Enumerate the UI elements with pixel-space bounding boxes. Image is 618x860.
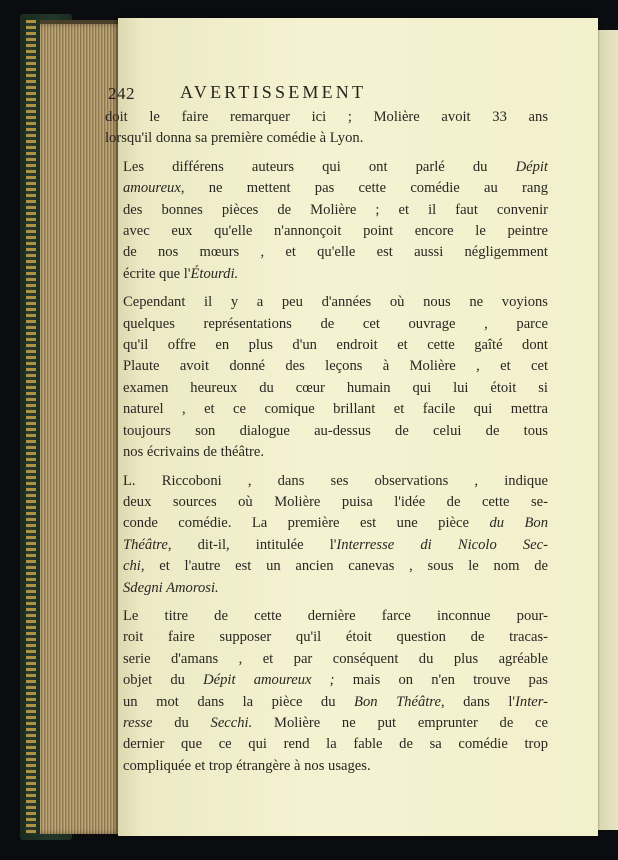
italic-text: amoureux — [123, 180, 181, 197]
text-line — [105, 399, 548, 420]
body-text — [105, 107, 548, 777]
text-line — [105, 734, 548, 755]
italic-text: Dépit — [515, 158, 548, 175]
text-line — [105, 606, 548, 627]
text-line — [105, 471, 548, 492]
text-line — [105, 421, 548, 442]
text-segment: objet du — [123, 672, 204, 689]
text-line — [105, 492, 548, 513]
text-segment: Le titre de cette dernière farce inconnue pour- — [123, 607, 548, 624]
text-segment: nos écrivains de théâtre. — [123, 444, 265, 461]
text-segment: écrite que l' — [123, 265, 191, 282]
page-number: 242 — [108, 84, 135, 103]
text-line — [105, 221, 548, 242]
text-segment: qu'il offre en plus d'un endroit et cette gaîté dont — [123, 337, 548, 354]
text-line — [105, 157, 548, 178]
italic-text: Dépit amoureux ; — [203, 672, 335, 689]
italic-text: Secchi. — [210, 714, 253, 731]
text-line — [105, 578, 548, 599]
text-segment: doit le faire remarquer ici ; Molière avoit 33 ans — [105, 109, 548, 125]
running-title: AVERTISSEMENT — [180, 82, 367, 102]
text-line — [105, 128, 548, 149]
text-segment: quelques représentations de cet ouvrage , parce — [123, 315, 548, 332]
text-segment: du — [152, 714, 211, 731]
text-line — [105, 442, 548, 463]
text-line — [105, 692, 548, 713]
text-segment: compliquée et trop étrangère à nos usages. — [123, 757, 371, 774]
text-segment: naturel , et ce comique brillant et facile qui mettra — [123, 401, 548, 418]
page-header — [108, 84, 478, 106]
text-line — [105, 378, 548, 399]
italic-text: Bon Théâtre — [354, 693, 441, 710]
text-segment: , dans l' — [440, 693, 516, 710]
text-segment: L. Riccoboni , dans ses observations , indique — [123, 472, 548, 489]
text-line — [105, 756, 548, 777]
text-segment: , et l'autre est un ancien canevas , sous le nom de — [140, 558, 548, 575]
text-line — [105, 200, 548, 221]
text-line — [105, 292, 548, 313]
text-segment: lorsqu'il donna sa première comédie à Lyon. — [105, 130, 364, 147]
text-line — [105, 535, 548, 556]
paragraph — [105, 292, 548, 463]
text-segment: serie d'amans , et par conséquent du plus agréable — [123, 650, 548, 667]
text-segment: roit faire supposer qu'il étoit question de tracas- — [123, 629, 548, 646]
text-line — [105, 670, 548, 691]
text-line — [105, 356, 548, 377]
text-line — [105, 264, 548, 285]
text-segment: Molière ne put emprunter de ce — [252, 714, 549, 731]
text-segment: avec eux qu'elle n'annonçoit point encore le peintre — [123, 223, 548, 240]
italic-text: resse — [123, 714, 153, 731]
italic-text: du Bon — [489, 515, 548, 532]
paragraph — [105, 471, 548, 599]
italic-text: Inter- — [515, 693, 548, 710]
italic-text: Étourdi. — [190, 265, 239, 282]
text-segment: conde comédie. La première est une pièce — [123, 515, 490, 532]
italic-text: Interresse di Nicolo Sec- — [336, 536, 548, 553]
text-line — [105, 178, 548, 199]
text-segment: dernier que ce qui rend la fable de sa comédie trop — [123, 736, 548, 753]
text-line — [105, 107, 548, 128]
italic-text: chi — [123, 558, 141, 575]
text-line — [105, 556, 548, 577]
paragraph — [105, 606, 548, 777]
text-line — [105, 513, 548, 534]
text-line — [105, 242, 548, 263]
text-line — [105, 627, 548, 648]
text-segment: Les différens auteurs qui ont parlé du — [123, 158, 516, 175]
text-line — [105, 713, 548, 734]
text-segment: Cependant il y a peu d'années où nous ne voyions — [123, 294, 548, 311]
text-segment: un mot dans la pièce du — [123, 693, 355, 710]
facing-page-edge — [598, 30, 618, 830]
text-segment: mais on n'en trouve pas — [334, 672, 548, 689]
text-line — [105, 314, 548, 335]
italic-text: Théâtre — [123, 536, 168, 553]
paragraph — [105, 157, 548, 285]
text-segment: examen heureux du cœur humain qui lui étoit si — [123, 379, 548, 396]
text-segment: deux sources où Molière puisa l'idée de cette se- — [123, 493, 548, 510]
text-line — [105, 335, 548, 356]
text-segment: de nos mœurs , et qu'elle est aussi négligemment — [123, 244, 548, 261]
gilt-tooling — [26, 20, 36, 834]
text-segment: des bonnes pièces de Molière ; et il faut convenir — [123, 201, 548, 218]
paragraph — [105, 107, 548, 150]
text-segment: Plaute avoit donné des leçons à Molière , et cet — [123, 358, 548, 375]
text-segment: , dit-il, intitulée l' — [167, 536, 337, 553]
text-segment: toujours son dialogue au-dessus de celui de tous — [123, 422, 548, 439]
text-segment: , ne mettent pas cette comédie au rang — [180, 180, 548, 197]
text-line — [105, 649, 548, 670]
italic-text: Sdegni Amorosi. — [123, 579, 219, 596]
